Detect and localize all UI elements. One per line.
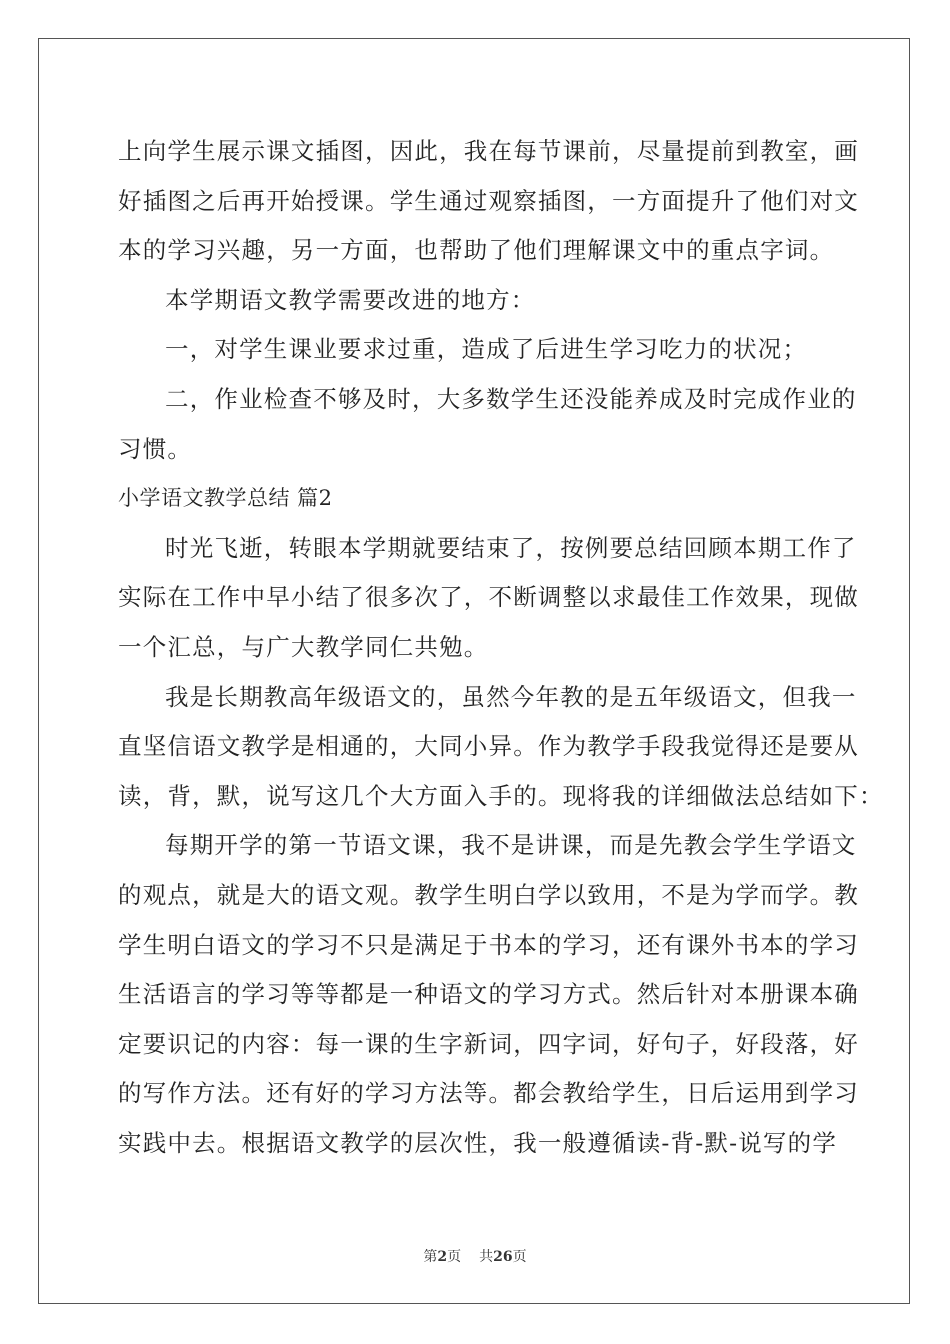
text-line: 定要识记的内容：每一课的生字新词，四字词，好句子，好段落，好: [118, 1029, 859, 1058]
page-footer: [0, 1246, 950, 1266]
text-line: 一个汇总，与广大教学同仁共勉。: [118, 633, 489, 661]
text-line: 的观点，就是大的语文观。教学生明白学以致用，不是为学而学。教: [118, 881, 859, 909]
section-heading: 小学语文教学总结 篇2: [118, 486, 333, 511]
page-prefix: 第: [423, 1249, 438, 1265]
page-number: 2: [437, 1249, 448, 1265]
text-line: 直坚信语文教学是相通的，大同小异。作为教学手段我觉得还是要从: [118, 732, 859, 761]
text-line: 的写作方法。还有好的学习方法等。都会教给学生，日后运用到学习: [118, 1079, 859, 1108]
text-line: 实际在工作中早小结了很多次了，不断调整以求最佳工作效果，现做: [118, 583, 859, 612]
total-suffix: 页: [512, 1249, 527, 1265]
text-line: 二，作业检查不够及时，大多数学生还没能养成及时完成作业的: [165, 385, 857, 413]
text-line: 时光飞逝，转眼本学期就要结束了，按例要总结回顾本期工作了: [165, 533, 857, 562]
text-line: 每期开学的第一节语文课，我不是讲课，而是先教会学生学语文: [165, 831, 857, 860]
text-line: 好插图之后再开始授课。学生通过观察插图，一方面提升了他们对文: [118, 186, 859, 215]
text-line: 习惯。: [118, 434, 193, 463]
text-line: 实践中去。根据语文教学的层次性，我一般遵循读-背-默-说写的学: [118, 1129, 838, 1157]
text-line: 本学期语文教学需要改进的地方：: [165, 285, 536, 314]
text-line: 读，背，默，说写这几个大方面入手的。现将我的详细做法总结如下：: [118, 781, 884, 810]
page-suffix: 页: [447, 1249, 462, 1265]
text-line: 一，对学生课业要求过重，造成了后进生学习吃力的状况；: [165, 335, 808, 364]
text-line: 我是长期教高年级语文的，虽然今年教的是五年级语文，但我一: [165, 682, 857, 711]
text-line: 上向学生展示课文插图，因此，我在每节课前，尽量提前到教室，画: [118, 137, 859, 165]
total-prefix: 共: [479, 1249, 494, 1265]
text-line: 生活语言的学习等等都是一种语文的学习方式。然后针对本册课本确: [118, 980, 859, 1009]
total-pages: 26: [493, 1249, 513, 1265]
text-line: 本的学习兴趣，另一方面，也帮助了他们理解课文中的重点字词。: [118, 236, 835, 265]
text-line: 学生明白语文的学习不只是满足于书本的学习，还有课外书本的学习: [118, 930, 859, 959]
